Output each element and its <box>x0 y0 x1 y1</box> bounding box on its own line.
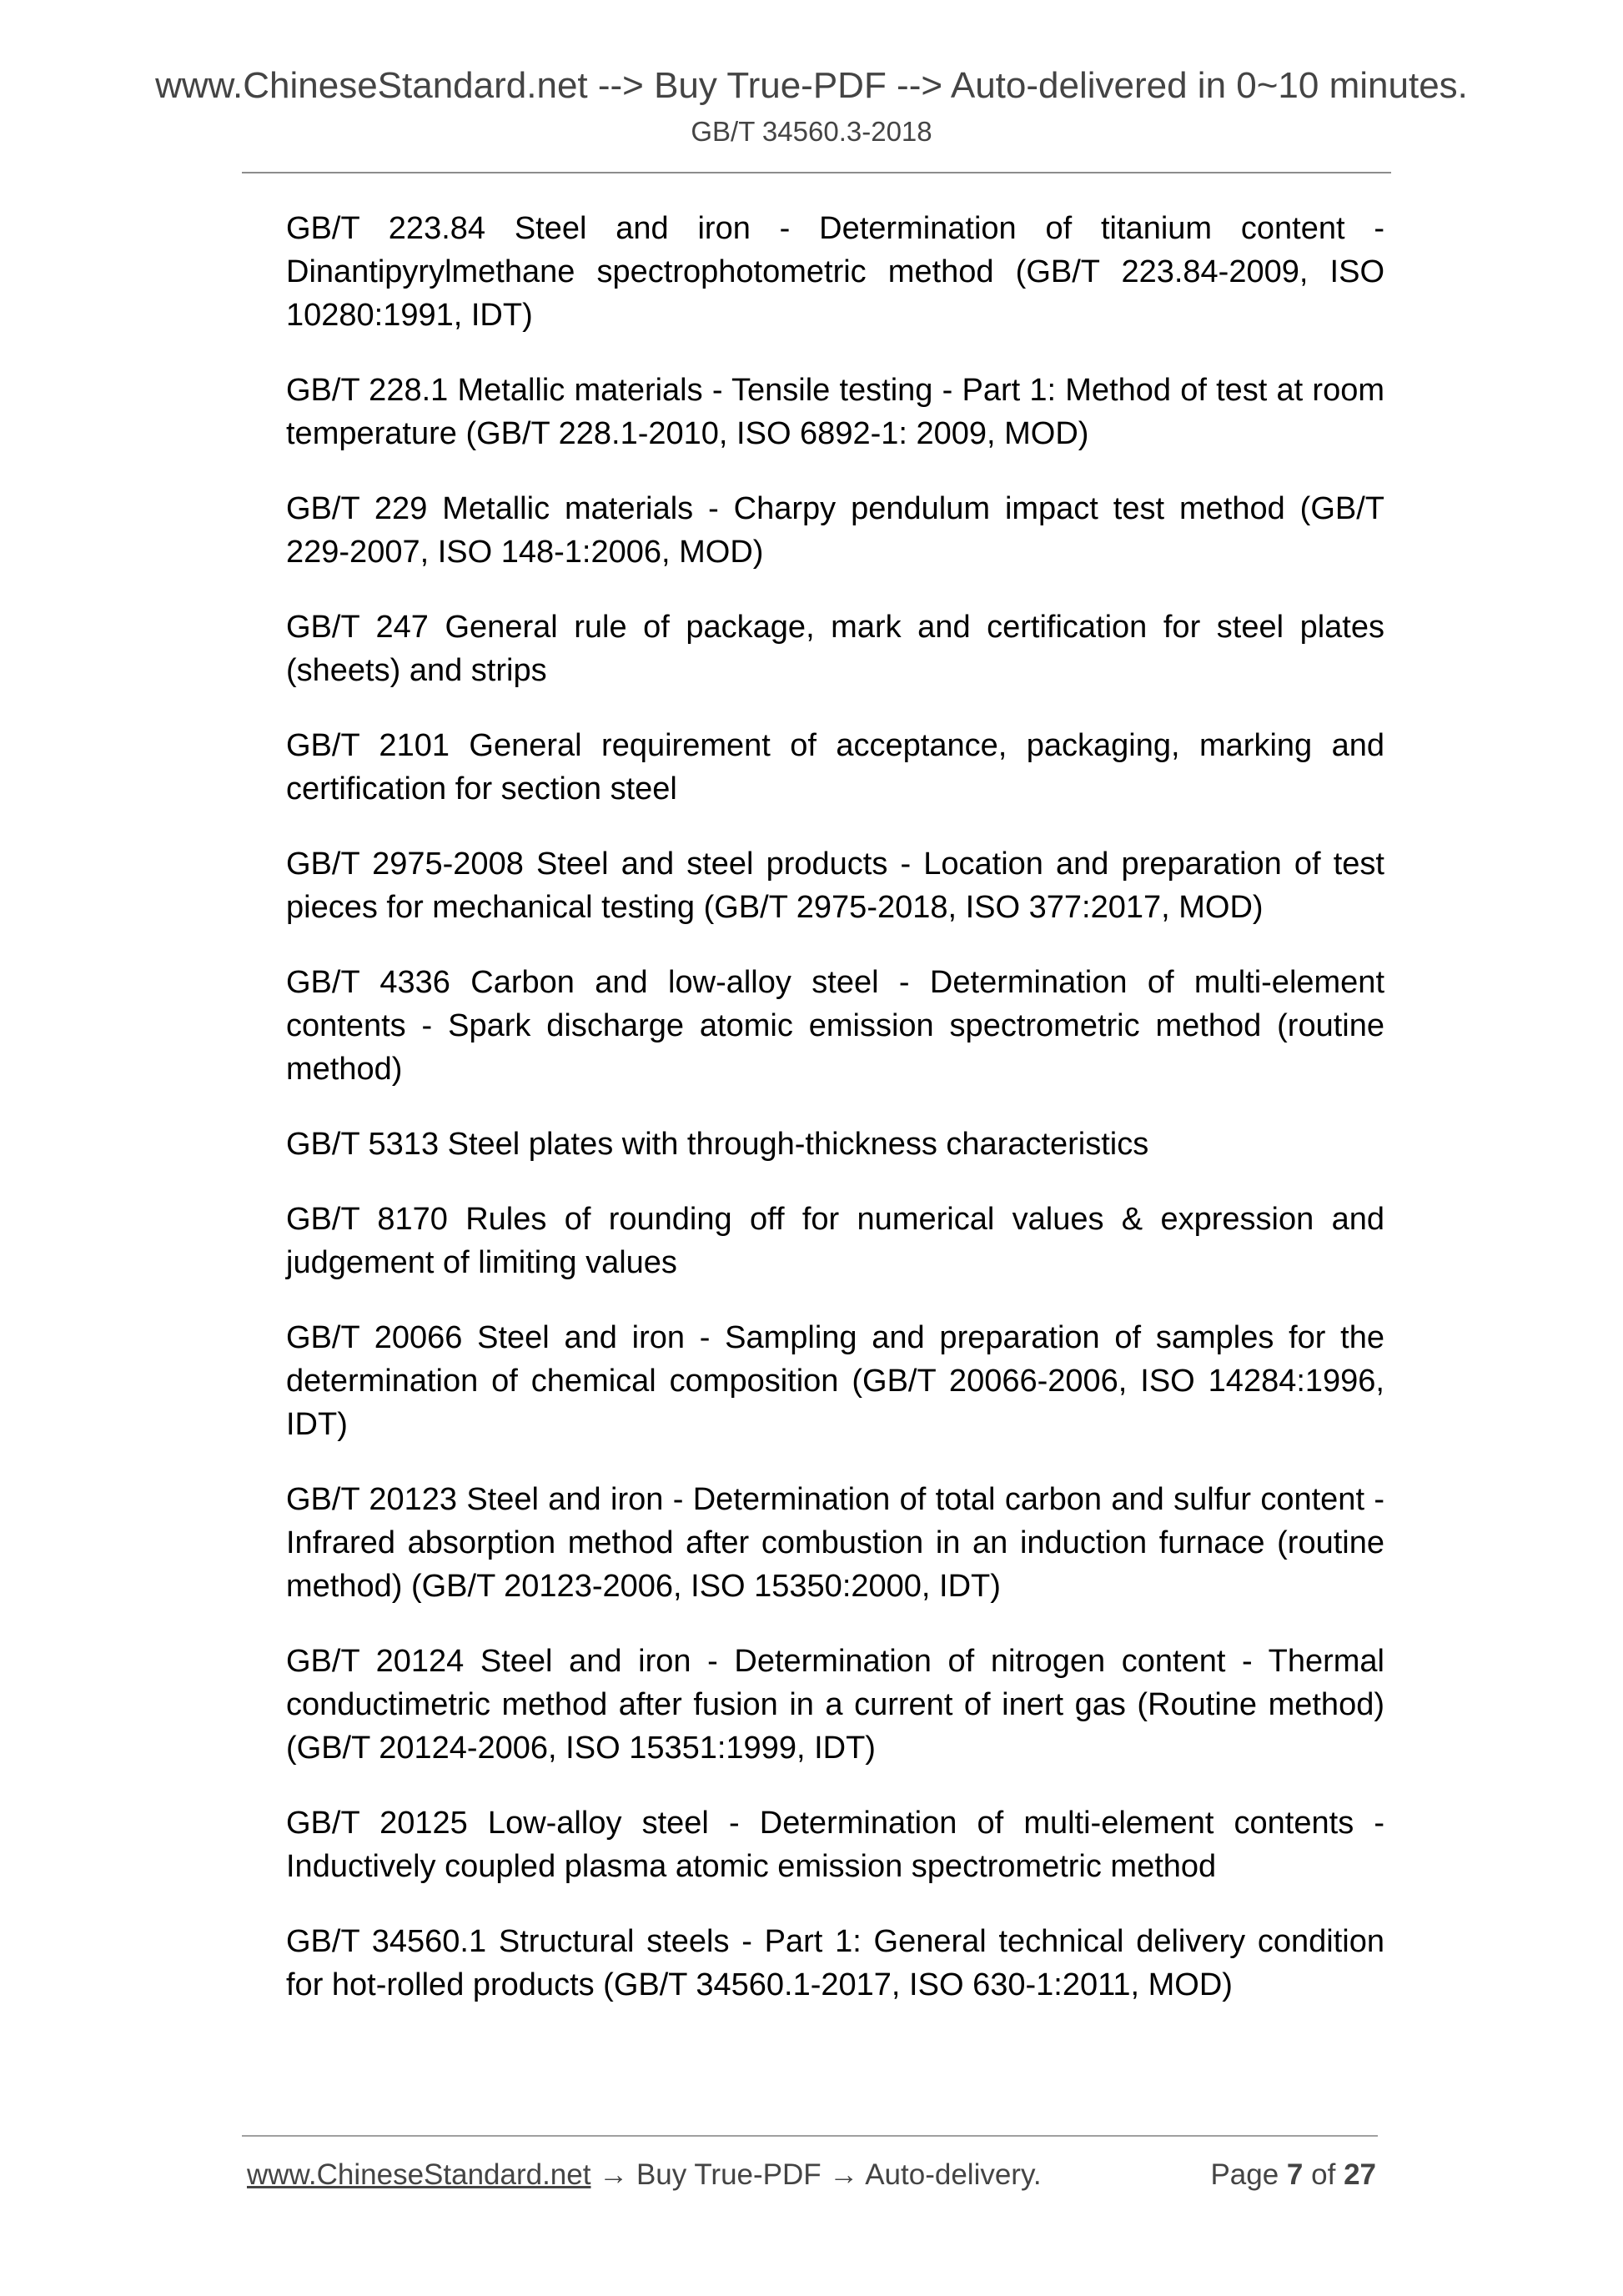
reference-item: GB/T 34560.1 Structural steels - Part 1: General technical delivery condition for hot-rolled products (GB/T 34560.1-2017, ISO 630-1:2011, MOD) <box>286 1924 1384 2002</box>
website-link[interactable]: www.ChineseStandard.net <box>247 2158 591 2191</box>
page-label: Page <box>1210 2158 1279 2191</box>
page-number: 7 <box>1286 2158 1304 2191</box>
arrow-right-icon: → <box>599 2158 629 2191</box>
reference-item: GB/T 229 Metallic materials - Charpy pendulum impact test method (GB/T 229-2007, ISO 148-1:2006, MOD) <box>286 491 1384 570</box>
reference-item: GB/T 4336 Carbon and low-alloy steel - Determination of multi-element contents - Spark discharge atomic emission spectrometric method (routine method) <box>286 965 1384 1087</box>
page-footer <box>247 2154 1376 2196</box>
reference-item: GB/T 223.84 Steel and iron - Determination of titanium content - Dinantipyrylmethane spectrophotometric method (GB/T 223.84-2009, ISO 10280:1991, IDT) <box>286 211 1384 333</box>
reference-item: GB/T 20123 Steel and iron - Determination of total carbon and sulfur content - Infrared absorption method after combustion in an induction furnace (routine method) (GB/T 20123-2006, ISO 15350:2000, IDT) <box>286 1482 1384 1604</box>
footer-promo <box>247 2154 1042 2196</box>
reference-item: GB/T 228.1 Metallic materials - Tensile testing - Part 1: Method of test at room temperature (GB/T 228.1-2010, ISO 6892-1: 2009, MOD) <box>286 373 1384 451</box>
footer-divider <box>242 2135 1378 2137</box>
page-indicator <box>1210 2154 1376 2196</box>
reference-item: GB/T 20125 Low-alloy steel - Determination of multi-element contents - Inductively coupled plasma atomic emission spectrometric method <box>286 1806 1384 1884</box>
header-divider <box>242 172 1391 173</box>
standard-code: GB/T 34560.3-2018 <box>691 116 932 147</box>
buy-text: Buy True-PDF <box>636 2158 822 2191</box>
reference-item: GB/T 20066 Steel and iron - Sampling and preparation of samples for the determination of chemical composition (GB/T 20066-2006, ISO 14284:1996, IDT) <box>286 1320 1384 1442</box>
page-header <box>0 63 1623 148</box>
reference-item: GB/T 247 General rule of package, mark and certification for steel plates (sheets) and strips <box>286 610 1384 688</box>
of-label: of <box>1311 2158 1336 2191</box>
reference-item: GB/T 2975-2008 Steel and steel products - Location and preparation of test pieces for mechanical testing (GB/T 2975-2018, ISO 377:2017, MOD) <box>286 847 1384 925</box>
reference-item: GB/T 5313 Steel plates with through-thickness characteristics <box>286 1127 1149 1162</box>
delivery-text: Auto-delivery. <box>865 2158 1042 2191</box>
reference-item: GB/T 2101 General requirement of acceptance, packaging, marking and certification for section steel <box>286 728 1384 806</box>
total-pages: 27 <box>1344 2158 1376 2191</box>
reference-item: GB/T 20124 Steel and iron - Determination of nitrogen content - Thermal conductimetric method after fusion in a current of inert gas (Routine method) (GB/T 20124-2006, ISO 15351:1999, IDT) <box>286 1644 1384 1766</box>
header-banner: www.ChineseStandard.net --> Buy True-PDF --> Auto-delivered in 0~10 minutes. <box>155 65 1468 106</box>
arrow-right-icon: → <box>829 2158 859 2191</box>
reference-item: GB/T 8170 Rules of rounding off for numerical values & expression and judgement of limiting values <box>286 1202 1384 1280</box>
normative-references-list <box>286 207 1384 2038</box>
